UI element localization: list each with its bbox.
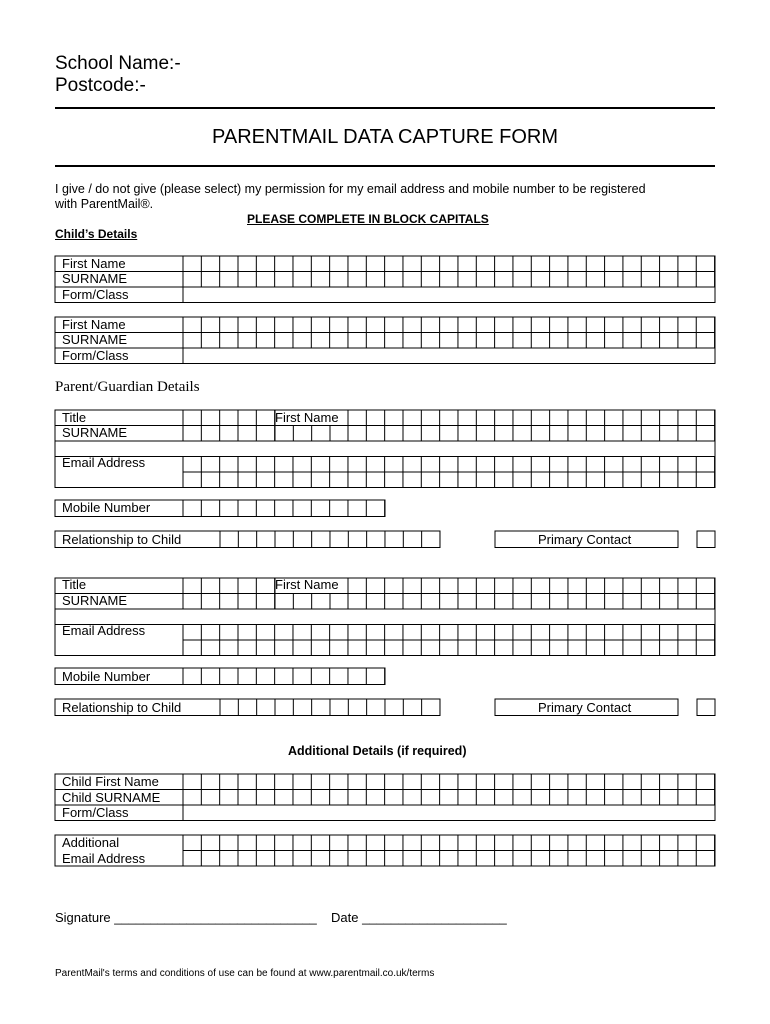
permission-line-2: with ParentMail®.: [55, 197, 154, 211]
parent2-primary-contact-checkbox[interactable]: [697, 699, 715, 716]
parent1-title-label: Title: [62, 410, 87, 425]
block-capitals-note: PLEASE COMPLETE IN BLOCK CAPITALS: [247, 212, 489, 226]
parent1-primary-contact-checkbox[interactable]: [697, 531, 715, 548]
additional-details-heading: Additional Details (if required): [288, 744, 467, 758]
school-name-label: School Name:-: [55, 53, 181, 74]
parent1-mobile-label: Mobile Number: [62, 500, 151, 515]
form-title: PARENTMAIL DATA CAPTURE FORM: [212, 126, 558, 148]
child1-surname-label: SURNAME: [62, 271, 128, 286]
parent-guardian-heading: Parent/Guardian Details: [55, 379, 200, 395]
additional-email-label-2: Email Address: [62, 851, 146, 866]
child1-first-name-label: First Name: [62, 256, 126, 271]
child2-surname-label: SURNAME: [62, 332, 128, 347]
top-rule: [55, 107, 715, 109]
parent1-spacer-row: [55, 441, 715, 457]
parent2-first-name-label: First Name: [275, 577, 339, 592]
parent2-email-label: Email Address: [62, 623, 146, 638]
additional-child-first-name-label: Child First Name: [62, 774, 159, 789]
child2-first-name-label: First Name: [62, 317, 126, 332]
parent1-surname-label: SURNAME: [62, 425, 128, 440]
parent2-mobile-label: Mobile Number: [62, 669, 151, 684]
parent1-first-name-label: First Name: [275, 410, 339, 425]
permission-line-1: I give / do not give (please select) my permission for my email address and mobile number to be registered: [55, 182, 646, 196]
parent1-relationship-label: Relationship to Child: [62, 532, 182, 547]
childs-details-heading: Child’s Details: [55, 227, 138, 241]
additional-child-surname-label: Child SURNAME: [62, 790, 161, 805]
terms-footer: ParentMail's terms and conditions of use can be found at www.parentmail.co.uk/terms: [55, 968, 435, 979]
postcode-label: Postcode:-: [55, 75, 146, 96]
parent2-surname-label: SURNAME: [62, 593, 128, 608]
parent1-primary-contact-label: Primary Contact: [538, 532, 632, 547]
child2-form-class-label: Form/Class: [62, 348, 129, 363]
parent2-spacer-row: [55, 609, 715, 625]
child1-form-class-label: Form/Class: [62, 287, 129, 302]
parent2-title-label: Title: [62, 577, 87, 592]
parent1-email-label: Email Address: [62, 455, 146, 470]
parent2-primary-contact-label: Primary Contact: [538, 700, 632, 715]
additional-form-class-label: Form/Class: [62, 805, 129, 820]
title-rule: [55, 165, 715, 167]
date-line[interactable]: Date ____________________: [331, 910, 507, 925]
additional-email-label-1: Additional: [62, 835, 120, 850]
signature-line[interactable]: Signature ____________________________: [55, 910, 317, 925]
parent2-relationship-label: Relationship to Child: [62, 700, 182, 715]
